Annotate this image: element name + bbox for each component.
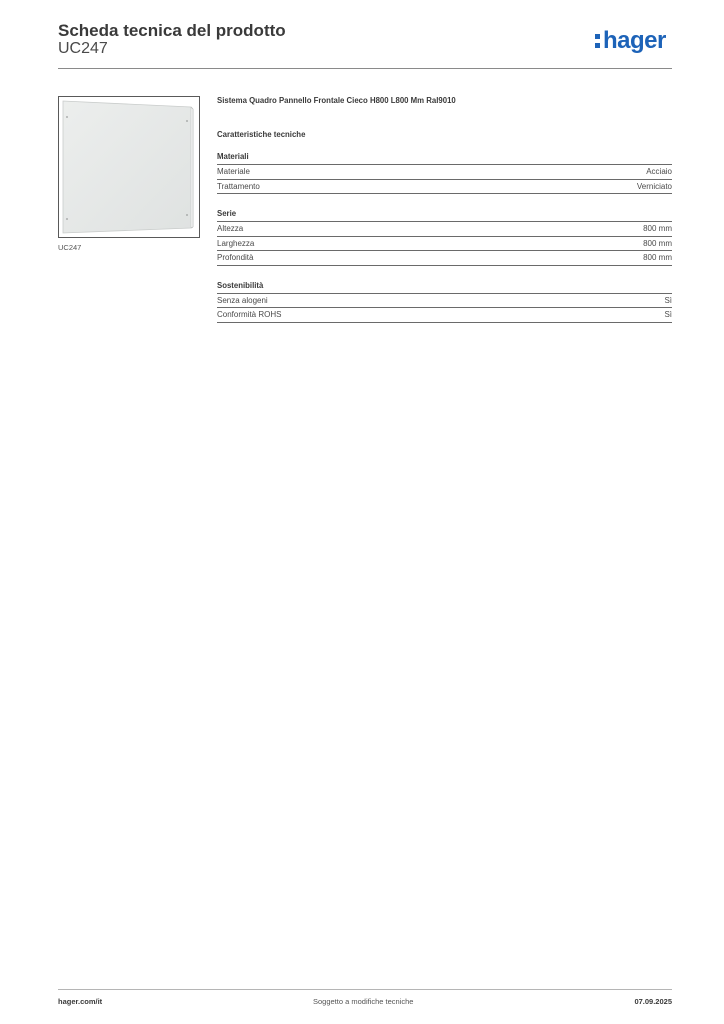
hager-logo-image — [594, 25, 674, 59]
hager-logo-text: hager — [603, 27, 666, 54]
spec-row — [217, 237, 672, 252]
spec-group-sostenibilita — [217, 280, 672, 323]
spec-group-materiali — [217, 151, 672, 194]
product-code: UC247 — [58, 40, 108, 57]
spec-value: Acciaio — [646, 167, 672, 177]
product-image — [58, 96, 200, 238]
blank-panel-illustration — [59, 97, 199, 237]
spec-value: Verniciato — [636, 181, 672, 191]
spec-row — [217, 294, 672, 309]
header-divider — [58, 68, 672, 69]
spec-row — [217, 308, 672, 323]
hager-logo[interactable] — [594, 25, 674, 59]
spec-label: Altezza — [217, 224, 244, 234]
spec-row — [217, 165, 672, 180]
spec-group-title: Materiali — [217, 151, 672, 165]
spec-group-title: Serie — [217, 208, 672, 222]
spec-label: Trattamento — [217, 181, 260, 191]
spec-value: Sì — [664, 295, 672, 305]
footer-divider — [58, 989, 672, 990]
spec-row — [217, 180, 672, 195]
spec-value: 800 mm — [643, 224, 672, 234]
spec-label: Conformità ROHS — [217, 310, 282, 320]
spec-row — [217, 251, 672, 266]
image-caption: UC247 — [58, 243, 82, 252]
product-details — [217, 95, 672, 323]
footer-note: Soggetto a modifiche tecniche — [313, 997, 414, 1006]
specs-section-title: Caratteristiche tecniche — [217, 130, 306, 139]
spec-label: Materiale — [217, 167, 250, 177]
spec-value: 800 mm — [643, 238, 672, 248]
spec-row — [217, 222, 672, 237]
page-title: Scheda tecnica del prodotto — [58, 21, 286, 40]
product-name: Sistema Quadro Pannello Frontale Cieco H800 L800 Mm Ral9010 — [217, 96, 456, 105]
spec-label: Senza alogeni — [217, 295, 268, 305]
footer-website-link[interactable]: hager.com/it — [58, 997, 103, 1006]
spec-group-serie — [217, 208, 672, 266]
spec-label: Profondità — [217, 253, 254, 263]
spec-value: Sì — [664, 310, 672, 320]
footer-date: 07.09.2025 — [634, 997, 672, 1006]
spec-label: Larghezza — [217, 238, 255, 248]
spec-group-title: Sostenibilità — [217, 280, 672, 294]
spec-value: 800 mm — [643, 253, 672, 263]
